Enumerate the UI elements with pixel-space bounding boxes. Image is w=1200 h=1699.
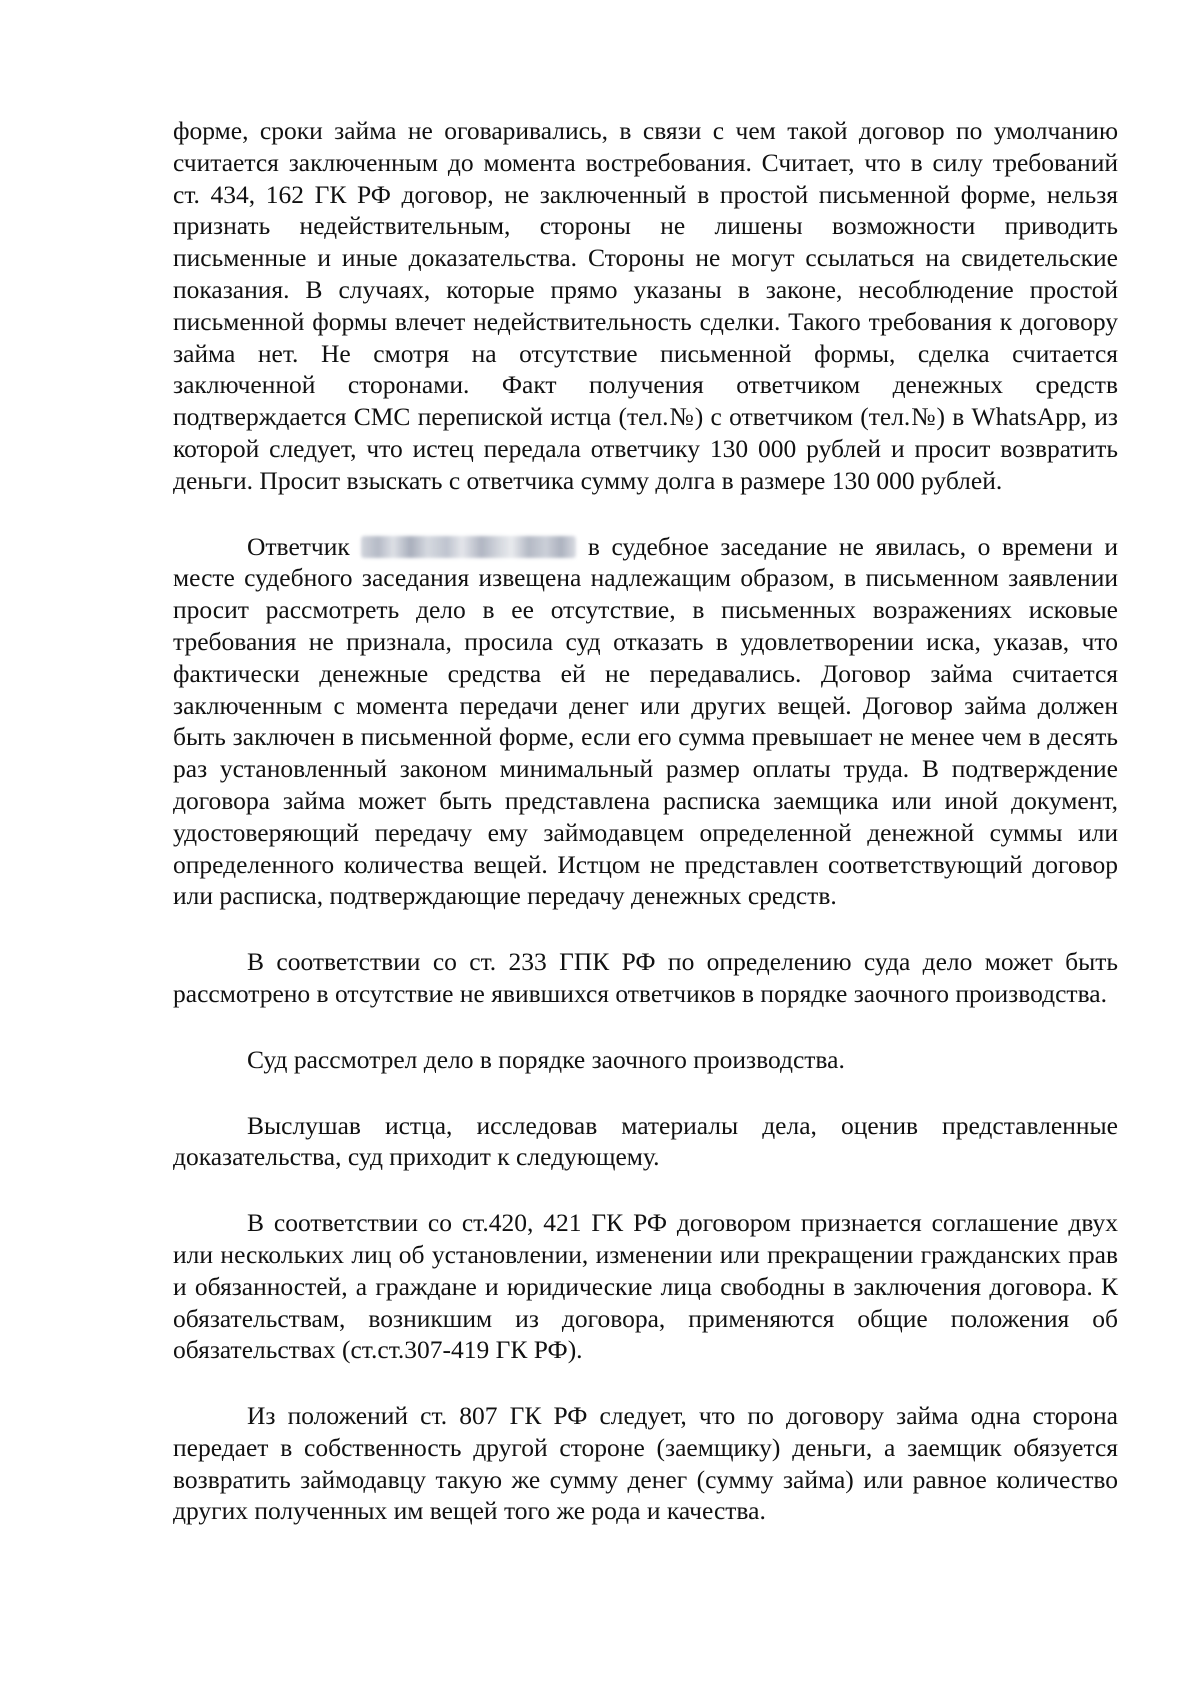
paragraph-article-420-421: В соответствии со ст.420, 421 ГК РФ договором признается соглашение двух или нескольких лиц об установлении, изменении или прекращении гражданских прав и обязанностей, а граждане и юридические лица свободны в заключения договора. К обязательствам, возникшим из договора, применяются общие положения об обязательствах (ст.ст.307-419 ГК РФ). xyxy=(173,1208,1118,1365)
paragraph-article-233: В соответствии со ст. 233 ГПК РФ по определению суда дело может быть рассмотрено в отсутствие не явившихся ответчиков в порядке заочного производства. xyxy=(173,947,1118,1008)
paragraph-claim-continuation: форме, сроки займа не оговаривались, в связи с чем такой договор по умолчанию считается заключенным до момента востребования. Считает, что в силу требований ст. 434, 162 ГК РФ договор, не заключенный в простой письменной форме, нельзя признать недействительным, стороны не лишены возможности приводить письменные и иные доказательства. Стороны не могут ссылаться на свидетельские показания. В случаях, которые прямо указаны в законе, несоблюдение простой письменной формы влечет недействительность сделки. Такого требования к договору займа нет. Не смотря на отсутствие письменной формы, сделка считается заключенной сторонами. Факт получения ответчиком денежных средств подтверждается СМС перепиской истца (тел.№) с ответчиком (тел.№) в WhatsApp, из которой следует, что истец передала ответчику 130 000 рублей и просит возвратить деньги. Просит взыскать с ответчика сумму долга в размере 130 000 рублей. xyxy=(173,116,1118,495)
defendant-position-text: в судебное заседание не явилась, о времени и месте судебного заседания извещена надлежащим образом, в письменном заявлении просит рассмотреть дело в ее отсутствие, в письменных возражениях исковые требования не признала, просила суд отказать в удовлетворении иска, указав, что фактически денежные средства ей не передавались. Договор займа считается заключенным с момента передачи денег или других вещей. Договор займа должен быть заключен в письменной форме, если его сумма превышает не менее чем в десять раз установленный законом минимальный размер оплаты труда. В подтверждение договора займа может быть представлена расписка заемщика или иной документ, удостоверяющий передачу ему займодавцем определенной денежной суммы или определенного количества вещей. Истцом не представлен соответствующий договор или расписка, подтверждающие передачу денежных средств. xyxy=(173,531,1119,911)
paragraph-default-proceedings: Суд рассмотрел дело в порядке заочного производства. xyxy=(247,1044,845,1074)
redacted-defendant-name xyxy=(361,536,576,558)
paragraph-article-807: Из положений ст. 807 ГК РФ следует, что по договору займа одна сторона передает в собственность другой стороне (заемщику) деньги, а заемщик обязуется возвратить займодавцу такую же сумму денег (сумму займа) или равное количество других полученных им вещей того же рода и качества. xyxy=(173,1401,1118,1526)
paragraph-court-findings: Выслушав истца, исследовав материалы дела, оценив представленные доказательства, суд приходит к следующему. xyxy=(173,1110,1118,1172)
defendant-intro-text: Ответчик xyxy=(247,531,350,561)
paragraph-defendant-position xyxy=(173,531,1118,913)
